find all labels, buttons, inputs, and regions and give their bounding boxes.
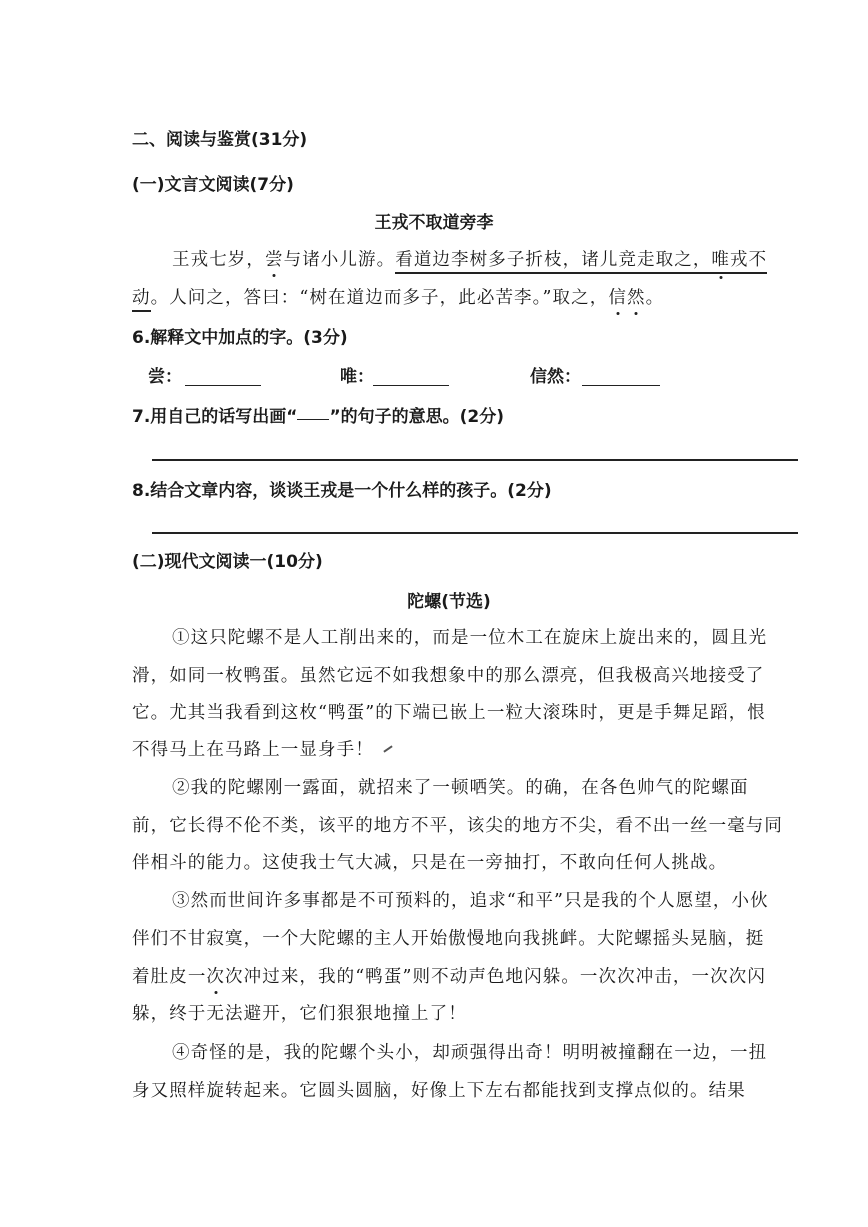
q6-label-wei: 唯：	[340, 367, 374, 387]
dotted-char-wei: 唯	[711, 250, 730, 274]
underlined-sentence: 看道边李树多子折枝，诸儿竞走取之，	[395, 250, 711, 274]
dotted-char-chang: 尝	[265, 250, 284, 270]
text-run: 与诸小儿游。	[283, 250, 396, 270]
paragraph-1-line-4: 不得马上在马路上一显身手！	[132, 740, 374, 760]
q6-answer-blank-chang[interactable]	[185, 385, 261, 386]
paragraph-1-line-2: 滑，如同一枚鸭蛋。虽然它远不如我想象中的那么漂亮，但我极高兴地接受了	[132, 666, 765, 686]
text-run: 。人问之，答曰：“树在道边而多子，此必苦李。”取之，	[150, 288, 609, 308]
text-run: 。	[645, 288, 665, 308]
paragraph-3-line-4: 躲，终于无法避开，它们狠狠地撞上了！	[132, 1004, 467, 1024]
modern-text-title: 陀螺(节选)	[407, 592, 491, 612]
classical-text-line-2	[132, 283, 664, 313]
text-run: 冲过来，我的“鸭蛋”则不动声色地闪躲。一次次冲击，一次次闪	[243, 967, 766, 987]
underlined-sentence-tail: 动	[132, 288, 151, 312]
paragraph-4-line-2: 身又照样旋转起来。它圆头圆脑，好像上下左右都能找到支撑点似的。结果	[132, 1081, 746, 1101]
q6-label-chang: 尝：	[148, 367, 182, 387]
q7-text-end: ”的句子的意思。(2分)	[329, 407, 505, 427]
question-7	[132, 402, 504, 432]
q7-text-start: 7.用自己的话写出画“	[132, 407, 298, 427]
paragraph-3-line-1: ③然而世间许多事都是不可预料的，追求“和平”只是我的个人愿望，小伙	[172, 891, 769, 911]
classical-text-line-1	[172, 245, 767, 275]
question-8: 8.结合文章内容，谈谈王戎是一个什么样的孩子。(2分)	[132, 481, 552, 501]
q6-label-xinran: 信然：	[530, 367, 581, 387]
paragraph-3-line-3	[132, 962, 766, 992]
q6-answer-blank-wei[interactable]	[373, 385, 449, 386]
underlined-sentence-end: 戎不	[730, 250, 767, 274]
question-6: 6.解释文中加点的字。(3分)	[132, 328, 348, 348]
paragraph-1-line-3: 它。尤其当我看到这枚“鸭蛋”的下端已嵌上一粒大滚珠时，更是手舞足蹈，恨	[132, 703, 766, 723]
classical-text-title: 王戎不取道旁李	[374, 213, 494, 233]
q7-answer-line[interactable]	[152, 459, 798, 461]
paragraph-1-line-1: ①这只陀螺不是人工削出来的，而是一位木工在旋床上旋出来的，圆且光	[172, 628, 768, 648]
text-run: 着肚皮	[132, 967, 188, 987]
text-run: 王戎七岁，	[172, 250, 265, 270]
classical-reading-heading: (一)文言文阅读(7分)	[132, 175, 294, 195]
modern-reading-heading: (二)现代文阅读一(10分)	[132, 552, 323, 572]
dotted-char-xin: 信	[608, 288, 627, 308]
q8-answer-line[interactable]	[152, 532, 798, 534]
paragraph-2-line-3: 伴相斗的能力。这使我士气大减，只是在一旁抽打，不敢向任何人挑战。	[132, 853, 728, 873]
section-heading: 二、阅读与鉴赏(31分)	[132, 130, 308, 150]
dotted-phrase-yicici: 一次次	[187, 967, 244, 987]
paragraph-4-line-1: ④奇怪的是，我的陀螺个头小，却顽强得出奇！明明被撞翻在一边，一扭	[172, 1043, 768, 1063]
paragraph-2-line-2: 前，它长得不伦不类，该平的地方不平，该尖的地方不尖，看不出一丝一毫与同	[132, 816, 783, 836]
q6-answer-blank-xinran[interactable]	[582, 385, 660, 386]
q7-underline-sample	[297, 419, 329, 420]
pen-mark	[383, 745, 392, 752]
paragraph-3-line-2: 伴们不甘寂寞，一个大陀螺的主人开始傲慢地向我挑衅。大陀螺摇头晃脑，挺	[132, 929, 765, 949]
paragraph-2-line-1: ②我的陀螺刚一露面，就招来了一顿哂笑。的确，在各色帅气的陀螺面	[172, 778, 749, 798]
dotted-char-ran: 然	[626, 288, 646, 308]
